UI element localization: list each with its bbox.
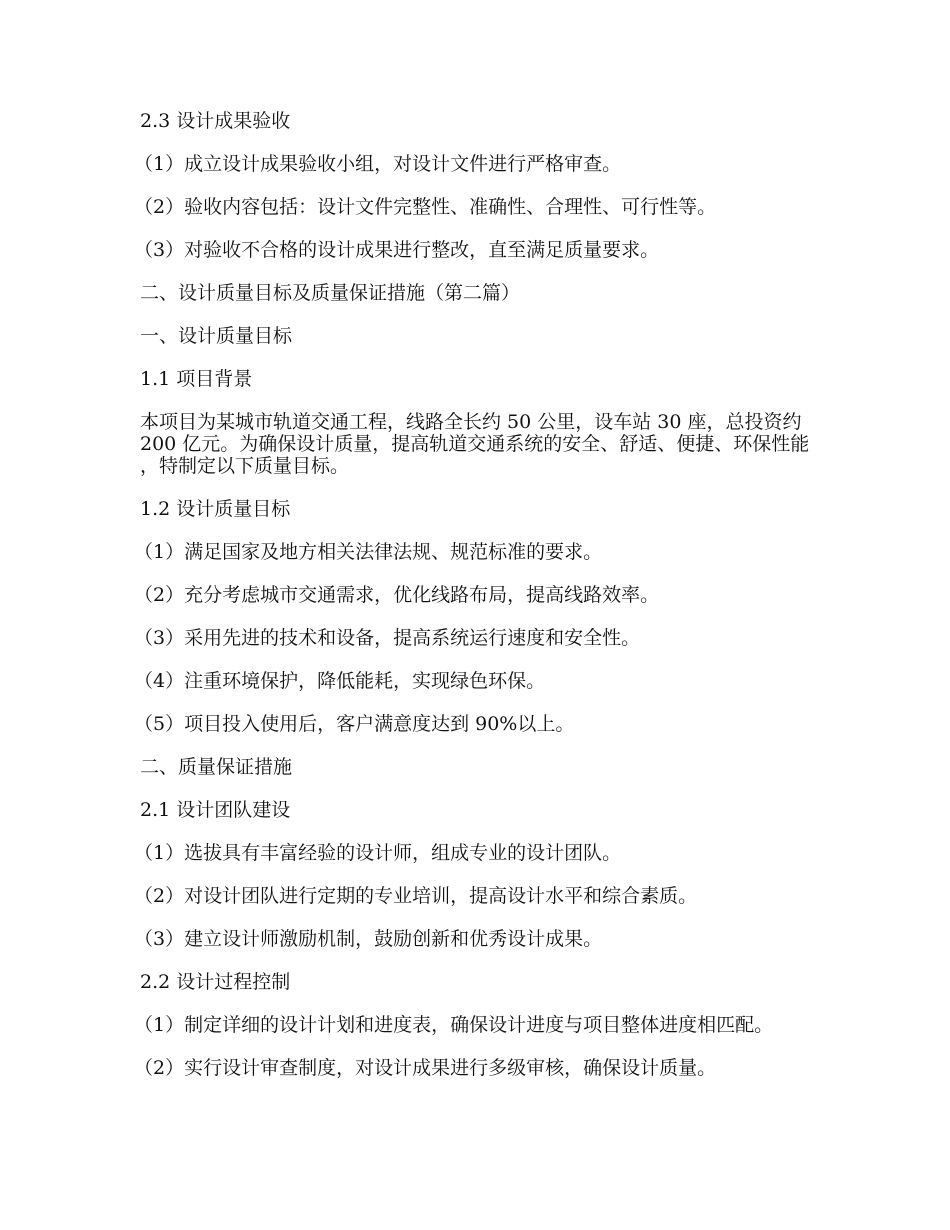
list-item: （1）制定详细的设计计划和进度表，确保设计进度与项目整体进度相匹配。: [134, 1014, 774, 1036]
list-item: （2）充分考虑城市交通需求，优化线路布局，提高线路效率。: [134, 584, 660, 606]
section-heading-2: 二、质量保证措施: [140, 756, 293, 778]
part-heading: 二、设计质量目标及质量保证措施（第二篇）: [140, 282, 521, 304]
list-item: （2）实行设计审查制度，对设计成果进行多级审核，确保设计质量。: [134, 1057, 717, 1079]
section-heading-1-2: 1.2 设计质量目标: [140, 498, 291, 520]
list-item: （1）满足国家及地方相关法律法规、规范标准的要求。: [134, 541, 603, 563]
section-heading-2-3: 2.3 设计成果验收: [140, 110, 291, 132]
document-body: [134, 110, 815, 1100]
section-heading-1-1: 1.1 项目背景: [140, 368, 253, 390]
list-item: （5）项目投入使用后，客户满意度达到 90%以上。: [134, 713, 575, 735]
list-item: （1）选拔具有丰富经验的设计师，组成专业的设计团队。: [134, 842, 622, 864]
list-item: （4）注重环境保护，降低能耗，实现绿色环保。: [134, 670, 546, 692]
list-item: （3）对验收不合格的设计成果进行整改，直至满足质量要求。: [134, 239, 660, 261]
section-heading-2-1: 2.1 设计团队建设: [140, 799, 291, 821]
list-item: （2）对设计团队进行定期的专业培训，提高设计水平和综合素质。: [134, 885, 698, 907]
body-paragraph: 本项目为某城市轨道交通工程，线路全长约 50 公里，设车站 30 座，总投资约 200 亿元。为确保设计质量，提高轨道交通系统的安全、舒适、便捷、环保性能，特制定以下质量目标。: [140, 411, 810, 477]
list-item: （3）采用先进的技术和设备，提高系统运行速度和安全性。: [134, 627, 641, 649]
list-item: （2）验收内容包括：设计文件完整性、准确性、合理性、可行性等。: [134, 196, 717, 218]
section-heading-1: 一、设计质量目标: [140, 325, 293, 347]
list-item: （3）建立设计师激励机制，鼓励创新和优秀设计成果。: [134, 928, 603, 950]
section-heading-2-2: 2.2 设计过程控制: [140, 971, 291, 993]
list-item: （1）成立设计成果验收小组，对设计文件进行严格审查。: [134, 153, 622, 175]
